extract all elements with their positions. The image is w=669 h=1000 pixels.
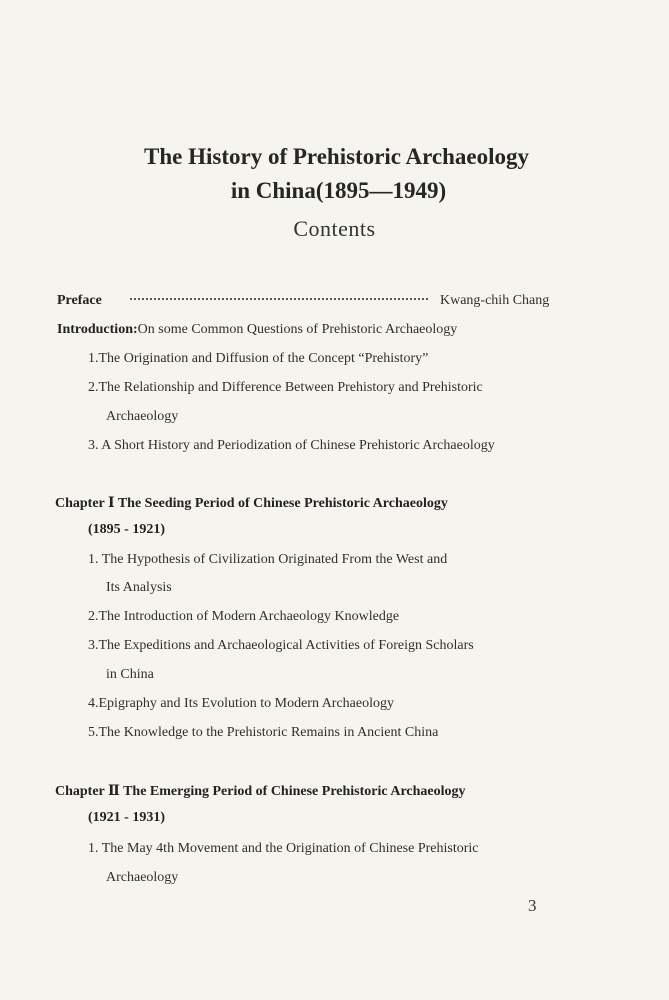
intro-item-2-cont: Archaeology	[106, 409, 179, 424]
introduction-title: On some Common Questions of Prehistoric Archaeology	[137, 322, 458, 337]
ch1-item-5: 5.The Knowledge to the Prehistoric Remains in Ancient China	[88, 725, 439, 740]
introduction-label: Introduction:	[57, 322, 138, 337]
intro-item-3: 3. A Short History and Periodization of Chinese Prehistoric Archaeology	[88, 438, 495, 453]
preface-author: Kwang-chih Chang	[440, 293, 550, 308]
intro-item-2: 2.The Relationship and Difference Between Prehistory and Prehistoric	[88, 380, 483, 395]
chapter-2-years: (1921 - 1931)	[88, 810, 165, 825]
ch1-item-1-cont: Its Analysis	[106, 580, 172, 595]
leader-dots	[130, 298, 428, 300]
book-title-line-1: The History of Prehistoric Archaeology	[144, 144, 529, 169]
ch1-item-2: 2.The Introduction of Modern Archaeology Knowledge	[88, 609, 400, 624]
introduction-line	[57, 322, 457, 338]
chapter-1-title: Chapter Ⅰ The Seeding Period of Chinese Prehistoric Archaeology	[55, 496, 448, 511]
ch1-item-1: 1. The Hypothesis of Civilization Originated From the West and	[88, 552, 448, 567]
book-title-line-2: in China(1895—1949)	[230, 178, 447, 203]
chapter-2-title: Chapter Ⅱ The Emerging Period of Chinese Prehistoric Archaeology	[55, 784, 466, 799]
ch1-item-4: 4.Epigraphy and Its Evolution to Modern Archaeology	[88, 696, 394, 711]
chapter-1-years: (1895 - 1921)	[88, 522, 165, 537]
ch1-item-3-cont: in China	[106, 667, 154, 682]
intro-item-1: 1.The Origination and Diffusion of the Concept “Prehistory”	[88, 351, 429, 366]
ch2-item-1: 1. The May 4th Movement and the Origination of Chinese Prehistoric	[88, 841, 479, 856]
ch2-item-1-cont: Archaeology	[106, 870, 179, 885]
page-number: 3	[528, 896, 537, 915]
contents-heading: Contents	[293, 216, 376, 241]
preface-label: Preface	[57, 293, 102, 308]
ch1-item-3: 3.The Expeditions and Archaeological Activities of Foreign Scholars	[88, 638, 474, 653]
